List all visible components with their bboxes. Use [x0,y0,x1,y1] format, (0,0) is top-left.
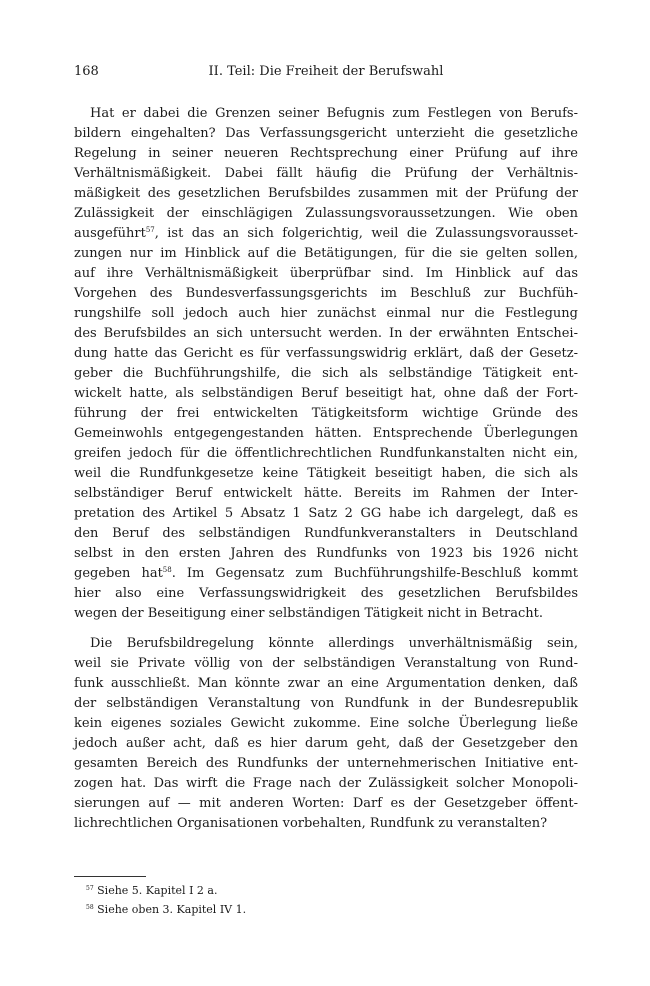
text-line: gesamten Bereich des Rundfunks der unternehmerischen Initiative ent- [74,756,578,771]
text-line: mäßigkeit des gesetzlichen Berufsbildes zusammen mit der Prüfung der [74,186,578,201]
running-title: II. Teil: Die Freiheit der Berufswahl [208,64,444,79]
text-line: wegen der Beseitigung einer selbständigen Tätigkeit nicht in Betracht. [74,606,543,621]
footnote-mark: 58 [86,904,94,911]
footnotes [86,881,246,919]
text-line: den Beruf des selbständigen Rundfunkveranstalters in Deutschland [74,526,578,541]
text-line: funk ausschließt. Man könnte zwar an eine Argumentation denken, daß [74,676,578,691]
page-header [74,64,578,84]
paragraph [74,104,578,624]
text-line: ausgeführt$^{57}$, ist das an sich folgerichtig, weil die Zulassungsvorausset- [74,226,578,241]
text-line: auf ihre Verhältnismäßigkeit überprüfbar sind. Im Hinblick auf das [74,266,578,281]
text-line: sierungen auf — mit anderen Worten: Darf es der Gesetzgeber öffent- [74,796,578,811]
text-line: Vorgehen des Bundesverfassungsgerichts im Beschluß zur Buchfüh- [74,286,578,301]
text-line: wickelt hatte, als selbständigen Beruf beseitigt hat, ohne daß der Fort- [74,386,578,401]
text-line: zogen hat. Das wirft die Frage nach der Zulässigkeit solcher Monopoli- [74,776,578,791]
page-number: 168 [74,64,99,79]
footnote-text: Siehe oben 3. Kapitel IV 1. [93,903,247,916]
footnote-reference: 57 [145,226,155,234]
text-line: rungshilfe soll jedoch auch hier zunächst einmal nur die Festlegung [74,306,578,321]
paragraph [74,634,578,834]
text-line: selbst in den ersten Jahren des Rundfunks von 1923 bis 1926 nicht [74,546,578,561]
text-line: lichrechtlichen Organisationen vorbehalten, Rundfunk zu veranstalten? [74,816,548,831]
text-line: führung der frei entwickelten Tätigkeitsform wichtige Gründe des [74,406,578,421]
text-line: Hat er dabei die Grenzen seiner Befugnis zum Festlegen von Berufs- [90,106,578,121]
text-line: Regelung in seiner neueren Rechtsprechung einer Prüfung auf ihre [74,146,578,161]
text-line: Verhältnismäßigkeit. Dabei fällt häufig die Prüfung der Verhältnis- [74,166,578,181]
text-line: des Berufsbildes an sich untersucht werden. In der erwähnten Entschei- [74,326,578,341]
text-line: jedoch außer acht, daß es hier darum geht, daß der Gesetzgeber den [74,736,578,751]
text-line: geber die Buchführungshilfe, die sich als selbständige Tätigkeit ent- [74,366,578,381]
text-line: der selbständigen Veranstaltung von Rundfunk in der Bundesrepublik [74,696,578,711]
footnote [86,881,246,900]
text-line: hier also eine Verfassungswidrigkeit des gesetzlichen Berufsbildes [74,586,578,601]
footnote-reference: 58 [162,566,172,574]
text-line: zungen nur im Hinblick auf die Betätigungen, für die sie gelten sollen, [74,246,578,261]
text-line: dung hatte das Gericht es für verfassungswidrig erklärt, daß der Gesetz- [74,346,578,361]
text-line: Gemeinwohls entgegengestanden hätten. Entsprechende Überlegungen [74,426,578,441]
footnote-text: Siehe 5. Kapitel I 2 a. [93,884,218,897]
text-line: weil sie Private völlig von der selbständigen Veranstaltung von Rund- [74,656,578,671]
footnote [86,900,246,919]
text-line: kein eigenes soziales Gewicht zukomme. Eine solche Überlegung ließe [74,716,578,731]
footnote-rule [74,876,146,877]
text-line: selbständiger Beruf entwickelt hätte. Bereits im Rahmen der Inter- [74,486,578,501]
text-line: pretation des Artikel 5 Absatz 1 Satz 2 GG habe ich dargelegt, daß es [74,506,578,521]
text-line: Die Berufsbildregelung könnte allerdings unverhältnismäßig sein, [90,636,578,651]
text-line: greifen jedoch für die öffentlichrechtlichen Rundfunkanstalten nicht ein, [74,446,578,461]
text-line: weil die Rundfunkgesetze keine Tätigkeit beseitigt haben, die sich als [74,466,578,481]
body-text [74,94,578,834]
text-line: gegeben hat$^{58}$. Im Gegensatz zum Buchführungshilfe-Beschluß kommt [74,566,578,581]
text-line: bildern eingehalten? Das Verfassungsgericht unterzieht die gesetzliche [74,126,578,141]
footnote-mark: 57 [86,885,94,892]
text-line: Zulässigkeit der einschlägigen Zulassungsvoraussetzungen. Wie oben [74,206,578,221]
